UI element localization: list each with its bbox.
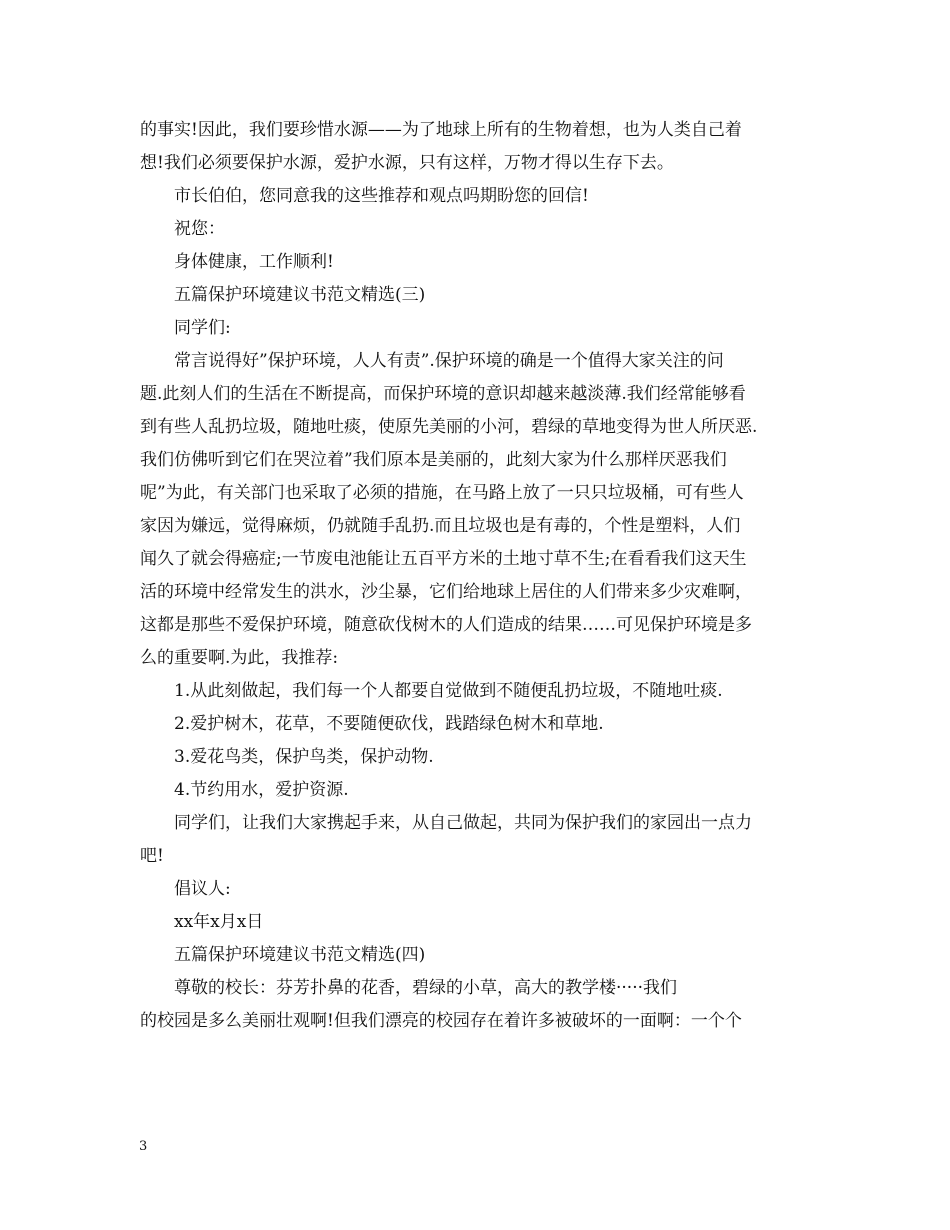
text-line: 4.节约用水，爱护资源. <box>174 780 349 800</box>
text-line: 题.此刻人们的生活在不断提高，而保护环境的意识却越来越淡薄.我们经常能够看 <box>140 384 746 404</box>
text-line: 我们仿佛听到它们在哭泣着”我们原本是美丽的，此刻大家为什么那样厌恶我们 <box>140 450 727 470</box>
text-line: 家因为嫌远，觉得麻烦，仍就随手乱扔.而且垃圾也是有毒的，个性是塑料，人们 <box>140 516 741 536</box>
text-line: xx年x月x日 <box>174 912 264 932</box>
text-line: 3.爱花鸟类，保护鸟类，保护动物. <box>174 747 434 767</box>
text-line: 闻久了就会得癌症;一节废电池能让五百平方米的土地寸草不生;在看看我们这天生 <box>140 549 747 569</box>
text-line: 祝您： <box>174 219 225 239</box>
text-line: 么的重要啊.为此，我推荐: <box>140 648 339 668</box>
text-line: 五篇保护环境建议书范文精选(三) <box>174 285 426 305</box>
text-line: 吧! <box>140 846 164 866</box>
text-line: 到有些人乱扔垃圾，随地吐痰，使原先美丽的小河，碧绿的草地变得为世人所厌恶. <box>140 417 758 437</box>
text-line: 常言说得好”保护环境，人人有责”.保护环境的确是一个值得大家关注的问 <box>174 351 724 371</box>
text-line: 呢”为此，有关部门也采取了必须的措施，在马路上放了一只只垃圾桶，可有些人 <box>140 483 744 503</box>
text-line: 想!我们必须要保护水源，爱护水源，只有这样，万物才得以生存下去。 <box>140 153 674 173</box>
text-line: 尊敬的校长：芬芳扑鼻的花香，碧绿的小草，高大的教学楼·····我们 <box>174 978 678 998</box>
body-text <box>140 114 820 1038</box>
text-line: 倡议人: <box>174 879 231 899</box>
text-line: 的事实!因此，我们要珍惜水源——为了地球上所有的生物着想，也为人类自己着 <box>140 120 742 140</box>
text-line: 身体健康，工作顺利! <box>174 252 334 272</box>
text-line: 的校园是多么美丽壮观啊!但我们漂亮的校园存在着许多被破坏的一面啊：一个个 <box>140 1011 742 1031</box>
text-line: 1.从此刻做起，我们每一个人都要自觉做到不随便乱扔垃圾，不随地吐痰. <box>174 681 723 701</box>
text-line: 五篇保护环境建议书范文精选(四) <box>174 945 426 965</box>
text-line: 这都是那些不爱保护环境，随意砍伐树木的人们造成的结果……可见保护环境是多 <box>140 615 752 635</box>
page-number: 3 <box>139 1139 148 1154</box>
text-line: 同学们，让我们大家携起手来，从自己做起，共同为保护我们的家园出一点力 <box>174 813 752 833</box>
text-line: 2.爱护树木，花草，不要随便砍伐，践踏绿色树木和草地. <box>174 714 604 734</box>
text-line: 市长伯伯，您同意我的这些推荐和观点吗期盼您的回信! <box>174 186 589 206</box>
text-line: 活的环境中经常发生的洪水，沙尘暴，它们给地球上居住的人们带来多少灾难啊， <box>140 582 752 602</box>
text-line: 同学们: <box>174 318 231 338</box>
